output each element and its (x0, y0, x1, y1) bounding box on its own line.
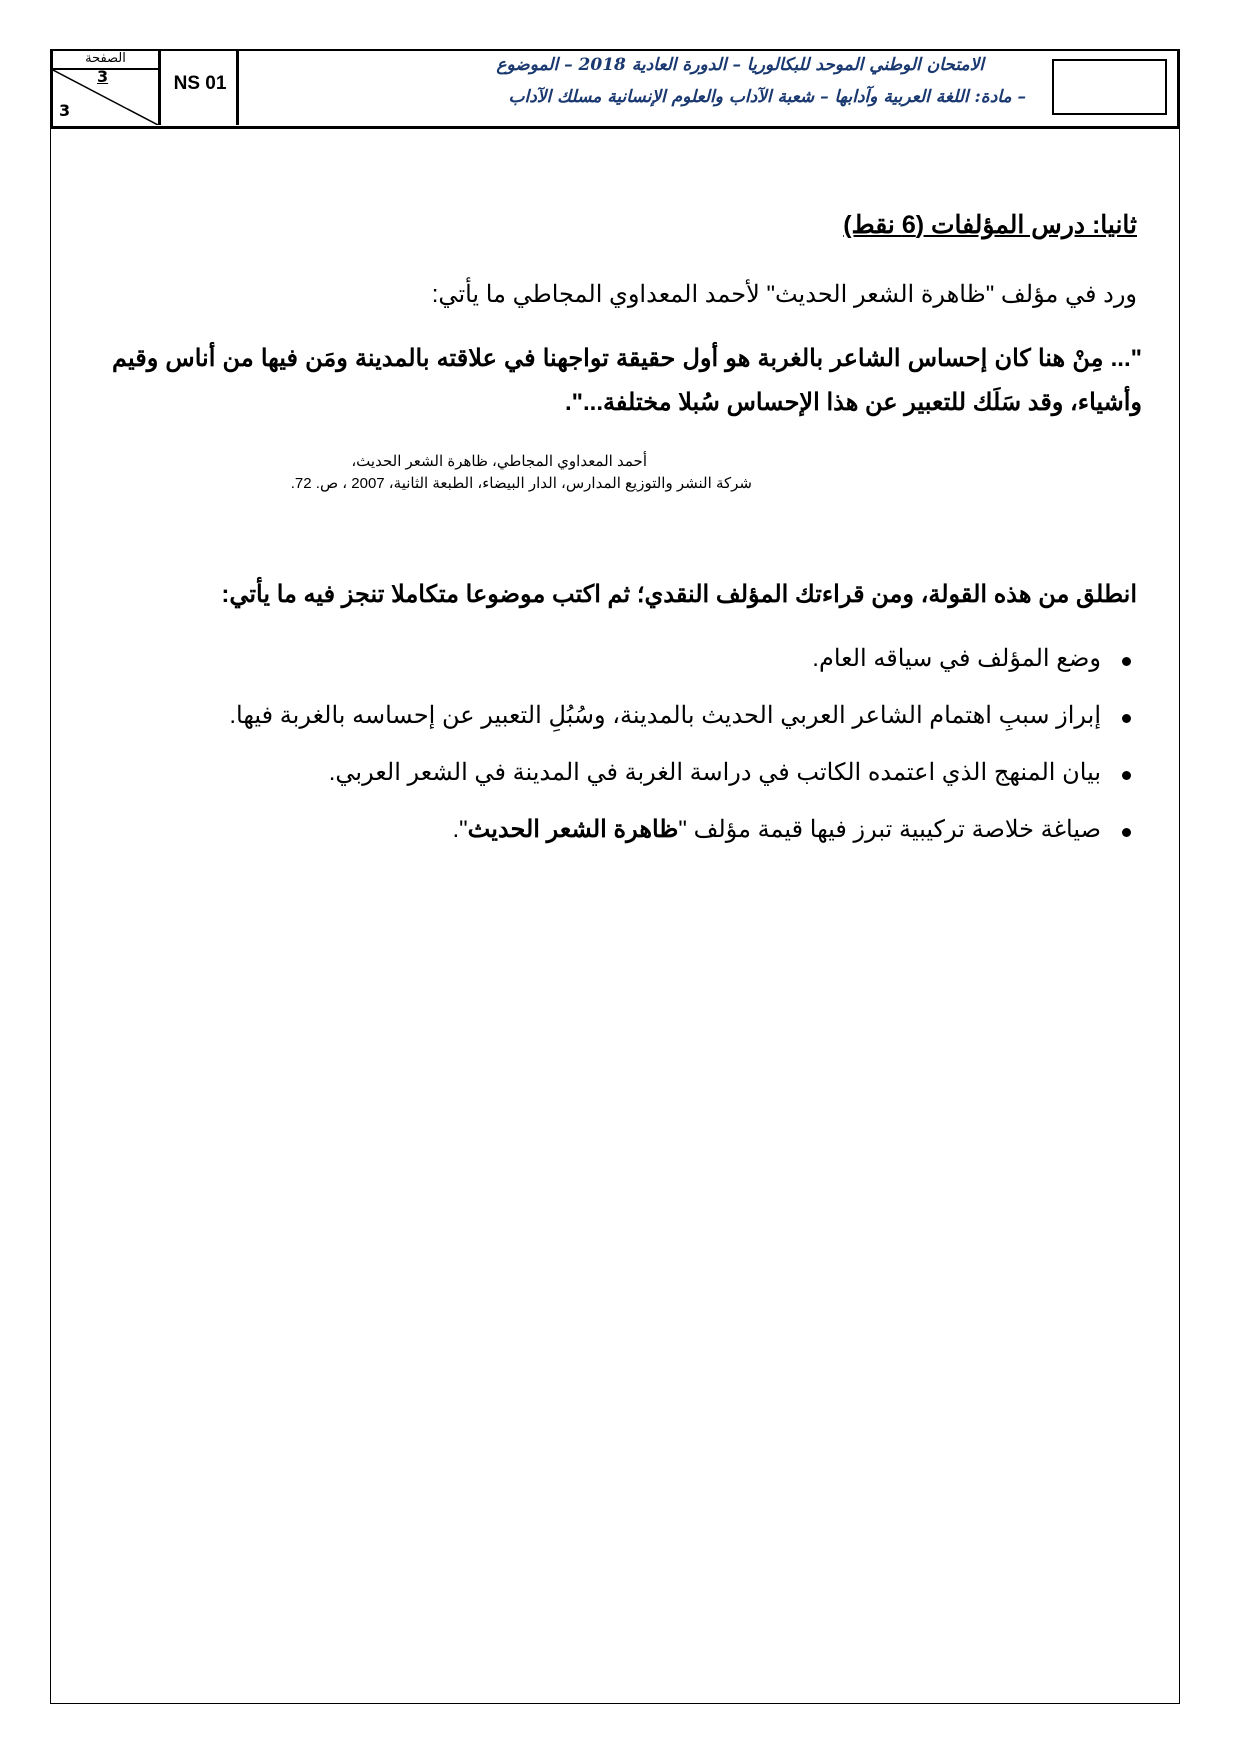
bullet-icon (1122, 714, 1131, 723)
bullet-icon (1122, 771, 1131, 780)
exam-title-line2: – مادة: اللغة العربية وآدابها – شعبة الآداب والعلوم الإنسانية مسلك الآداب (508, 87, 1026, 107)
exam-code: NS 01 (173, 73, 227, 94)
list-item (229, 644, 1137, 701)
list-item-text-suffix: ". (452, 816, 468, 843)
exam-title-line1: الامتحان الوطني الموحد للبكالوريا – الدورة العادية 2018 – الموضوع (496, 55, 984, 75)
page-label: الصفحة (53, 51, 158, 70)
task-list (229, 644, 1137, 872)
list-item-text: وضع المؤلف في سياقه العام. (812, 645, 1101, 672)
page-total: 3 (59, 101, 71, 120)
quote-text: "... مِنْ هنا كان إحساس الشاعر بالغربة هو أول حقيقة تواجهنا في علاقته بالمدينة ومَن فيها من أناس وقيم وأشياء، وقد سَلَك للتعبير عن هذا الإحساس سُبلا مختلفة...". (112, 345, 1143, 416)
intro-text: ورد في مؤلف "ظاهرة الشعر الحديث" لأحمد المعداوي المجاطي ما يأتي: (431, 281, 1137, 308)
exam-title-cell (239, 51, 1174, 125)
list-item (229, 815, 1137, 872)
code-box (1052, 59, 1167, 115)
list-item (229, 701, 1137, 758)
exam-header (50, 49, 1180, 129)
bullet-icon (1122, 828, 1131, 837)
list-item (229, 758, 1137, 815)
list-item-text-prefix: صياغة خلاصة تركيبية تبرز فيها قيمة مؤلف " (678, 816, 1101, 843)
page-current: 3 (97, 67, 109, 86)
list-item-text: إبراز سببِ اهتمام الشاعر العربي الحديث بالمدينة، وسُبُلِ التعبير عن إحساسه بالغربة فيها. (229, 702, 1101, 729)
reference-line1: أحمد المعداوي المجاطي، ظاهرة الشعر الحديث، (351, 453, 647, 470)
reference-line2: شركة النشر والتوزيع المدارس، الدار البيضاء، الطبعة الثانية، 2007 ، ص. 72. (290, 475, 752, 492)
page-number-cell (53, 51, 161, 125)
section-title: ثانيا: درس المؤلفات (6 نقط) (843, 211, 1137, 239)
list-item-text-bold: ظاهرة الشعر الحديث (467, 816, 679, 843)
bullet-icon (1122, 657, 1131, 666)
exam-code-cell (161, 51, 239, 125)
list-item-text: بيان المنهج الذي اعتمده الكاتب في دراسة الغربة في المدينة في الشعر العربي. (328, 759, 1101, 786)
task-instruction: انطلق من هذه القولة، ومن قراءتك المؤلف النقدي؛ ثم اكتب موضوعا متكاملا تنجز فيه ما يأتي: (221, 581, 1137, 608)
